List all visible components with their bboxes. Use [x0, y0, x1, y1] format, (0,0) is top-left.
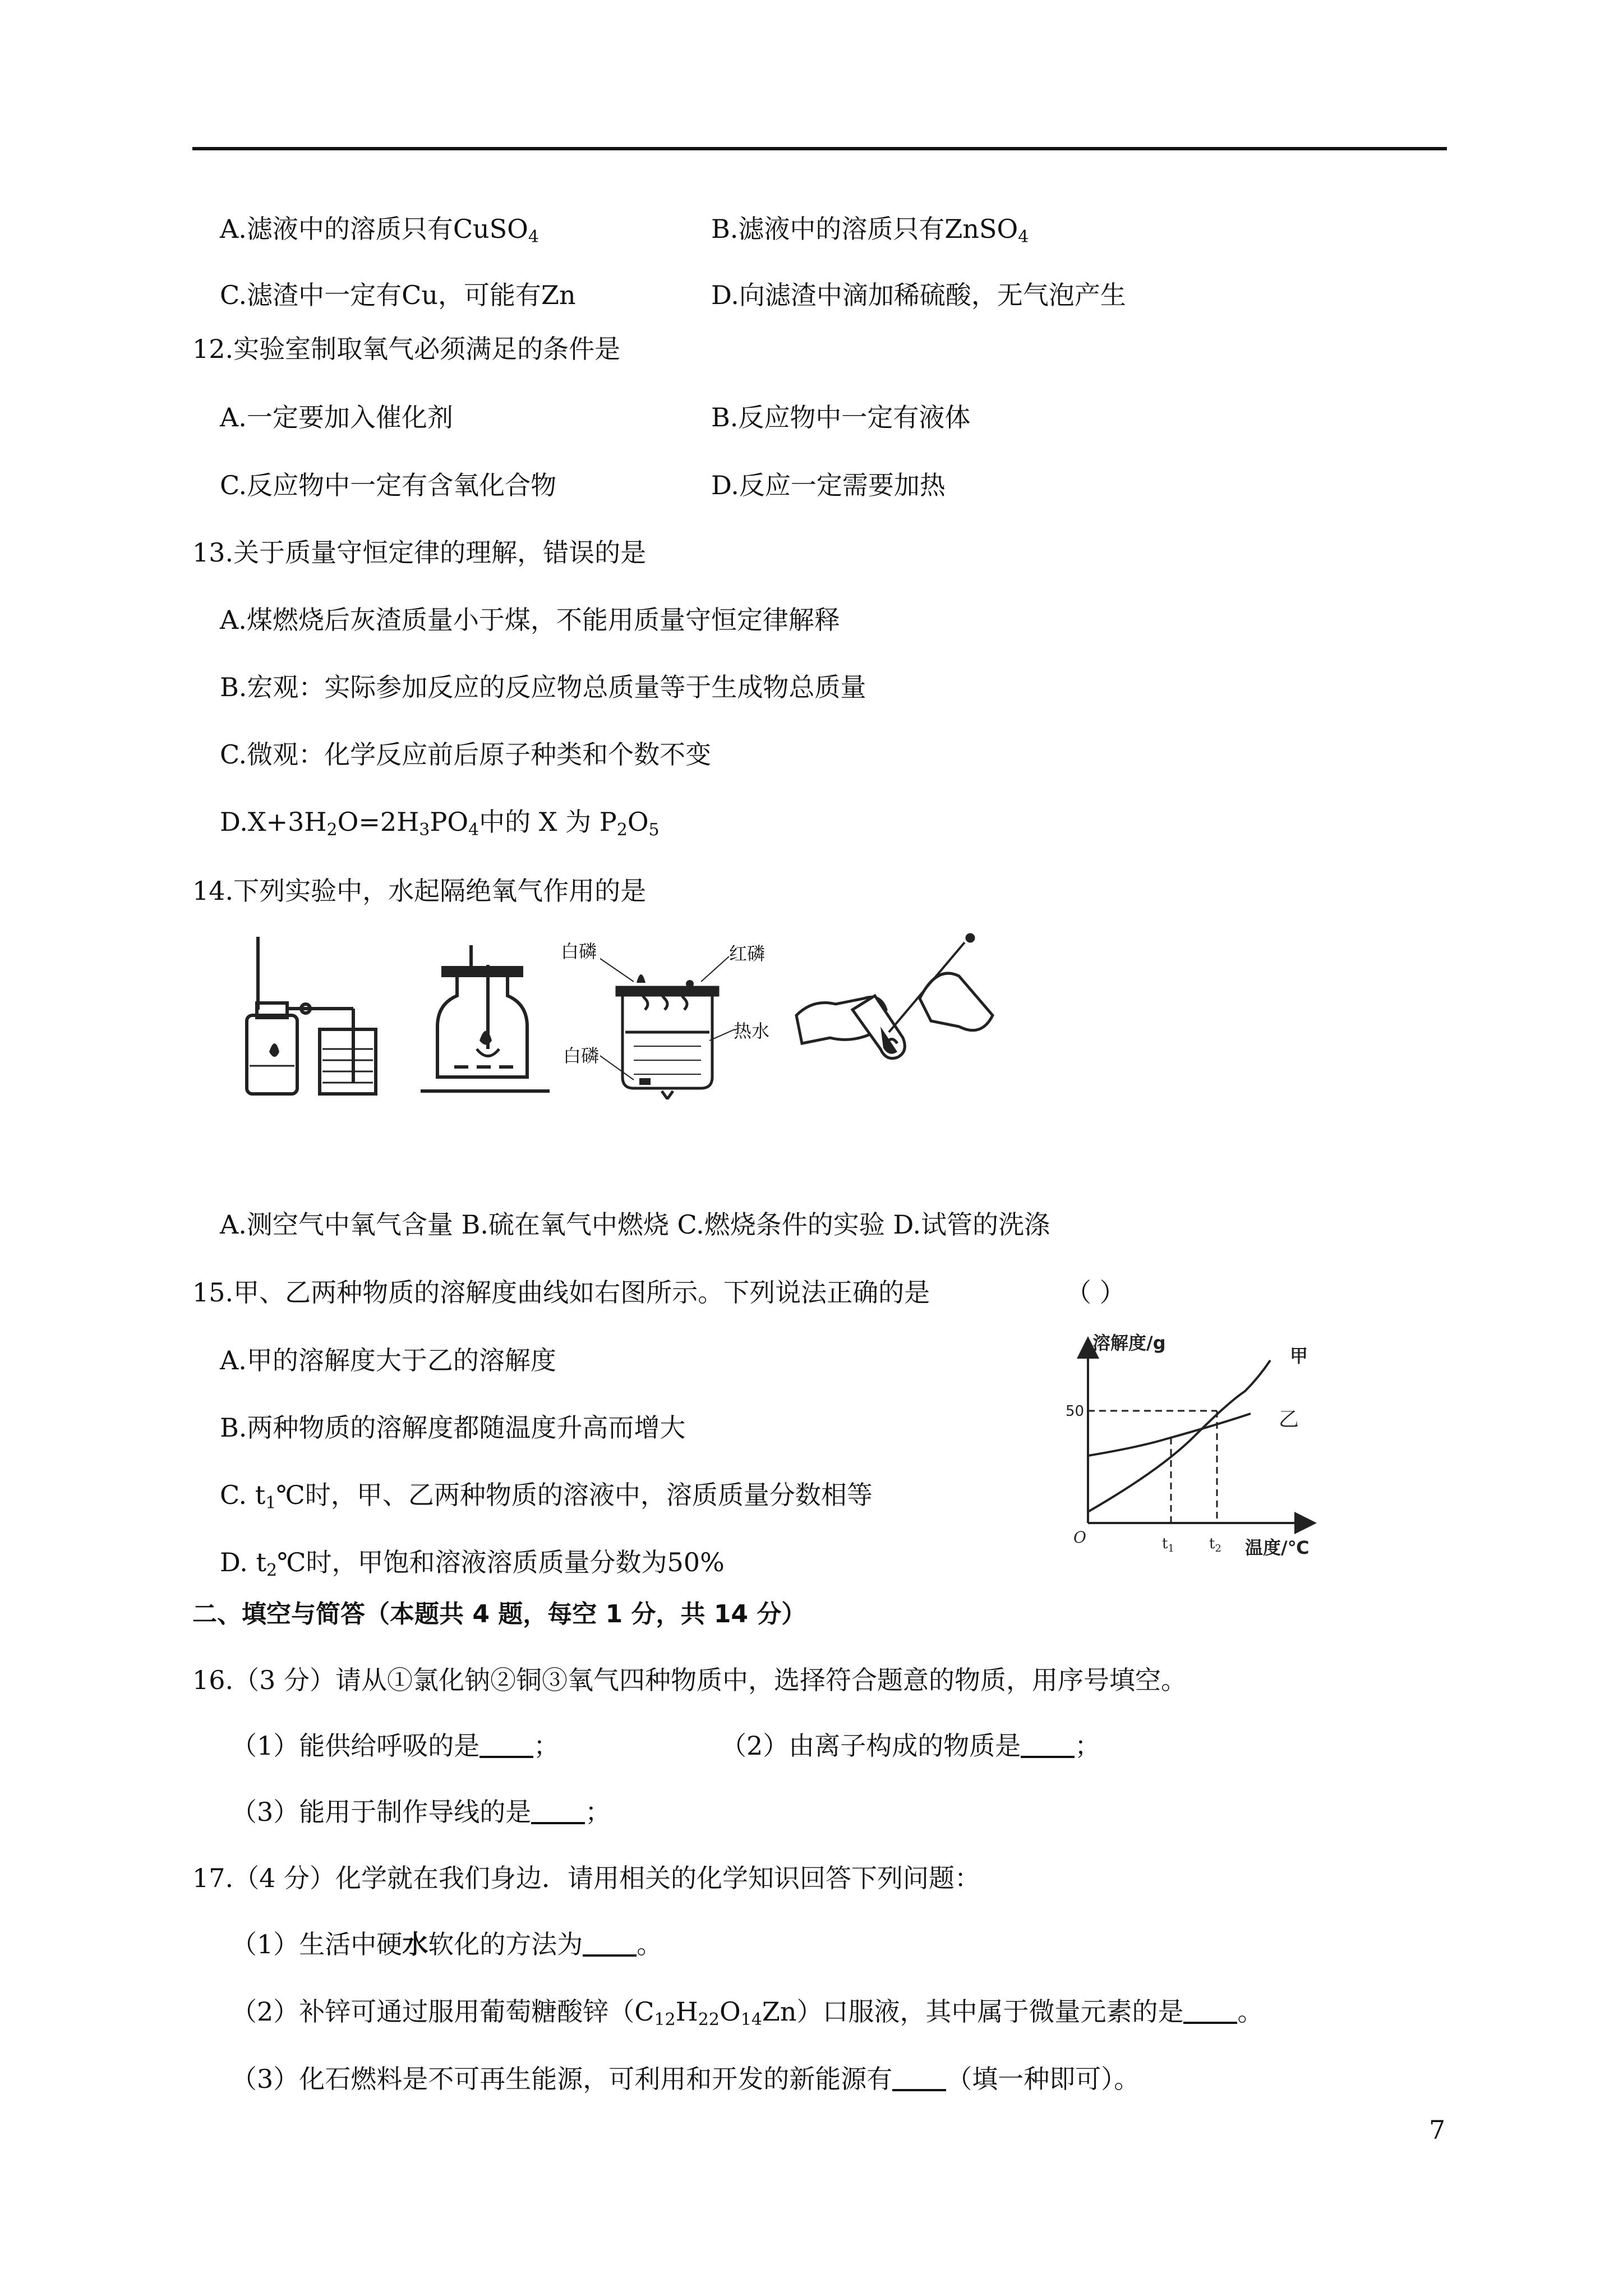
q11-option-d: D.向滤渣中滴加稀硫酸，无气泡产生	[711, 280, 1126, 310]
air-oxygen-apparatus-figure	[236, 931, 381, 1099]
q14-stem: 14.下列实验中，水起隔绝氧气作用的是	[192, 876, 647, 906]
q13-option-d: $D.X+3H_2O=2H_3PO_4$中的 X 为 $P_2O_5$	[220, 807, 660, 840]
q13-stem: 13.关于质量守恒定律的理解，错误的是	[192, 537, 647, 568]
q14-options: A.测空气中氧气含量 B.硫在氧气中燃烧 C.燃烧条件的实验 D.试管的洗涤	[220, 1209, 1050, 1240]
q13-option-b: B.宏观：实际参加反应的反应物总质量等于生成物总质量	[220, 672, 866, 702]
section2-title: 二、填空与简答（本题共 4 题，每空 1 分，共 14 分）	[192, 1600, 806, 1628]
q17-blank-2[interactable]	[1183, 1997, 1237, 2024]
q16-blank-3[interactable]	[531, 1797, 585, 1824]
q12-option-c: C.反应物中一定有含氧化合物	[220, 470, 557, 500]
x-axis-label: 温度/℃	[1245, 1537, 1310, 1558]
sulfur-combustion-figure	[415, 942, 555, 1099]
q16-part1: （1）能供给呼吸的是 ；	[231, 1731, 560, 1761]
q13-option-c: C.微观：化学反应前后原子种类和个数不变	[220, 739, 712, 770]
q15-option-a: A.甲的溶解度大于乙的溶解度	[220, 1345, 556, 1375]
fig-label-red-phosphorus: 红磷	[729, 943, 766, 964]
q13-option-a: A.煤燃烧后灰渣质量小于煤，不能用质量守恒定律解释	[220, 605, 840, 635]
series-yi-curve	[1088, 1414, 1251, 1456]
x-tick-t1: $t_1$	[1162, 1535, 1174, 1554]
q17-stem: 17.（4 分）化学就在我们身边．请用相关的化学知识回答下列问题：	[192, 1863, 981, 1893]
q17-part1: （1）生活中硬水软化的方法为 。	[231, 1929, 663, 1959]
q15-answer-parenthesis: （ ）	[1066, 1277, 1126, 1308]
q17-part2: （2）补锌可通过服用葡萄糖酸锌$(C_{12}H_{22}O_{14}Zn)$口服液，其中属于微量元素的是 。	[231, 1996, 1264, 2030]
fig-label-white-phosphorus-bottom: 白磷	[563, 1045, 600, 1066]
fig-label-white-phosphorus-top: 白磷	[561, 941, 597, 962]
q17-part3: （3）化石燃料是不可再生能源，可利用和开发的新能源有 （填一种即可）。	[231, 2064, 1140, 2094]
q11-option-b: B.滤液中的溶质只有ZnSO$_4$	[711, 214, 1029, 247]
q16-blank-2[interactable]	[1021, 1731, 1075, 1758]
test-tube-washing-figure	[791, 931, 1004, 1099]
q16-part3: （3）能用于制作导线的是 ；	[231, 1797, 611, 1827]
q11-option-a: A.滤液中的溶质只有CuSO$_4$	[220, 214, 539, 247]
q11-option-c: C.滤渣中一定有Cu，可能有Zn	[220, 280, 576, 310]
q12-option-a: A.一定要加入催化剂	[220, 402, 453, 432]
q15-option-b: B.两种物质的溶解度都随温度升高而增大	[220, 1412, 686, 1443]
header-rule	[192, 147, 1447, 150]
q15-stem: 15.甲、乙两种物质的溶解度曲线如右图所示。下列说法正确的是	[192, 1277, 930, 1308]
fig-label-hot-water: 热水	[734, 1020, 770, 1042]
q16-blank-1[interactable]	[479, 1731, 533, 1758]
q16-stem: 16.（3 分）请从①氯化钠②铜③氧气四种物质中，选择符合题意的物质，用序号填空。	[192, 1665, 1187, 1695]
origin-label: O	[1073, 1528, 1086, 1547]
q12-option-b: B.反应物中一定有液体	[711, 402, 971, 432]
solubility-curve-chart	[1066, 1329, 1335, 1565]
q17-blank-3[interactable]	[892, 2064, 946, 2091]
q12-stem: 12.实验室制取氧气必须满足的条件是	[192, 334, 621, 364]
q16-part2: （2）由离子构成的物质是 ；	[721, 1731, 1101, 1761]
page-number: 7	[1429, 2115, 1446, 2145]
q17-blank-1[interactable]	[583, 1930, 637, 1957]
series-jia-label: 甲	[1290, 1345, 1308, 1366]
y-axis-label: 溶解度/g	[1092, 1332, 1166, 1354]
y-tick-label: 50	[1066, 1403, 1085, 1420]
q15-option-c: C. $t_1℃$时，甲、乙两种物质的溶液中，溶质质量分数相等	[220, 1480, 873, 1513]
x-tick-t2: $t_2$	[1209, 1535, 1221, 1554]
series-yi-label: 乙	[1279, 1408, 1299, 1431]
q12-option-d: D.反应一定需要加热	[711, 470, 946, 500]
combustion-condition-figure	[600, 948, 735, 1099]
q15-option-d: D. $t_2℃$时，甲饱和溶液溶质质量分数为50%	[220, 1547, 725, 1580]
